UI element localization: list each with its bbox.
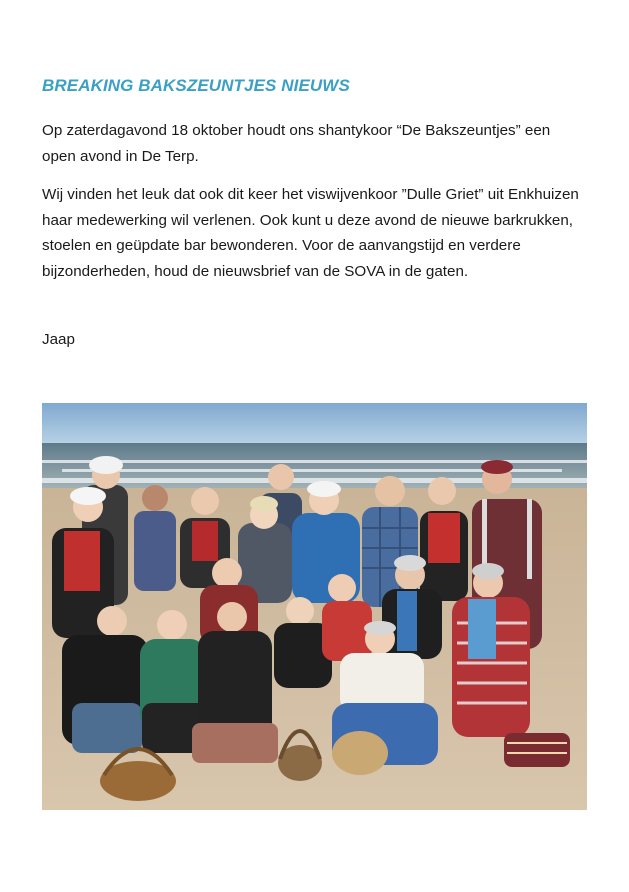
article-paragraph-details: Wij vinden het leuk dat ook dit keer het viswijvenkoor ”Dulle Griet” uit Enkhuizen haar medewerking wil verlenen. Ook kunt u deze avond de nieuwe barkrukken, stoelen en geüpdate bar bewonderen. Voor de aanvangstijd en verdere bijzonderheden, houd de nieuwsbrief van de SOVA in de gaten. <box>42 186 579 280</box>
article-paragraph-intro: Op zaterdagavond 18 oktober houdt ons shantykoor “De Bakszeuntjes” een open avond in De Terp. <box>42 122 551 165</box>
article-signature: Jaap <box>42 331 75 348</box>
group-photo-illustration <box>42 403 587 810</box>
photo-sky <box>42 403 587 445</box>
group-photo <box>42 403 587 810</box>
article-headline: BREAKING BAKSZEUNTJES NIEUWS <box>42 76 350 95</box>
